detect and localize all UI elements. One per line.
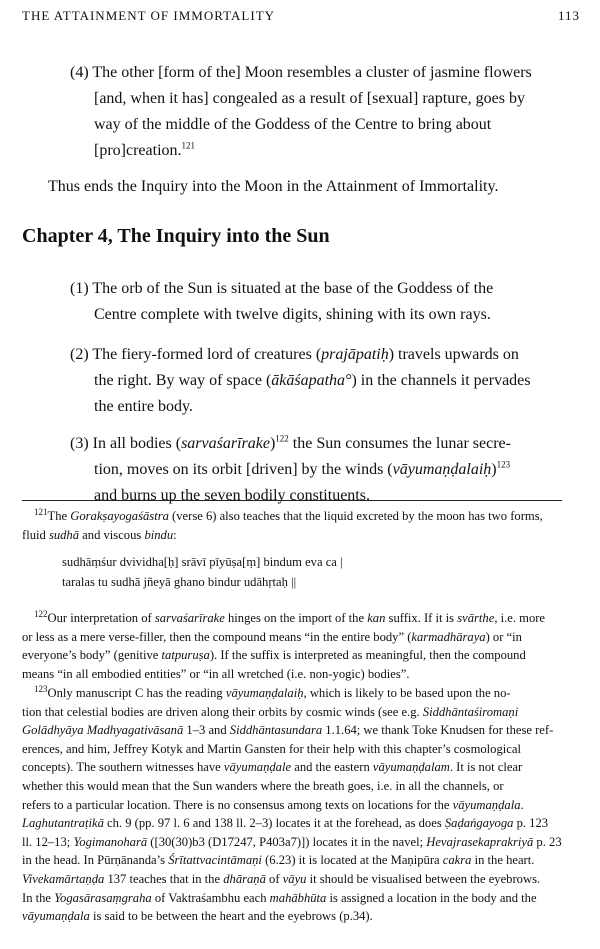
text-line: vāyumaṇḍala is said to be between the heart and the eyebrows (p.34). (22, 909, 373, 924)
text-line: (2) The fiery-formed lord of creatures (prajāpatiḥ) travels upwards on (70, 346, 519, 363)
chapter-heading: Chapter 4, The Inquiry into the Sun (22, 225, 330, 247)
text-line: ll. 12–13; Yogimanoharā ([30(30)b3 (D17247, P403a7)]) locates it in the navel; Hevajrasekaprakriyā p. 23 (22, 834, 562, 849)
text-line: $^{122}$Our interpretation of sarvaśarīrake hinges on the import of the kan suffix. If it is svārthe, i.e. more (34, 608, 546, 625)
text-line: Laghutantraṭikā ch. 9 (pp. 97 l. 6 and 138 ll. 2–3) locates it at the forehead, as does Ṣaḍaṅgayoga p. 123 (22, 816, 549, 831)
sun-verse-1 (70, 276, 548, 328)
footnote-ref[interactable]: 122 (275, 433, 289, 444)
text-line: everyone’s body” (genitive tatpuruṣa). If the suffix is interpreted as meaningful, then the compound (22, 648, 526, 663)
text-line: the entire body. (94, 398, 193, 415)
text-line: Vivekamārtaṇḍa 137 teaches that in the dhāraṇā of vāyu it should be visualised between the eyebrows. (22, 871, 541, 886)
text-line: in the head. In Pūrṇānanda’s Śrītattvacintāmaṇi (6.23) it is located at the Maṇipūra cakra in the heart. (22, 853, 535, 868)
text-line: (1) The orb of the Sun is situated at the base of the Goddess of the (70, 280, 494, 297)
running-title: THE ATTAINMENT OF IMMORTALITY (22, 8, 276, 23)
sanskrit-verse (62, 552, 343, 592)
text-line: Centre complete with twelve digits, shining with its own rays. (94, 306, 491, 323)
footnote-123 (22, 684, 578, 926)
text-line: [pro]creation.$^{121}$ (94, 140, 196, 159)
text-line: or less as a mere verse-filler, then the compound means “in the entire body” (karmadhāraya) or “in (22, 629, 522, 644)
text-line: fluid sudhā and viscous bindu: (22, 527, 177, 542)
text-line: $^{121}$The Gorakṣayogaśāstra (verse 6) also teaches that the liquid excreted by the moon has two forms, (34, 506, 543, 523)
text-line: refers to a particular location. There is no consensus among texts on locations for the vāyumaṇḍala. (22, 797, 524, 812)
footnote-ref[interactable]: 123 (496, 459, 511, 470)
sanskrit-line: sudhāṃśur dvividha[ḥ] srāvī pīyūṣa[ṃ] bindum eva ca | (62, 555, 343, 569)
sanskrit-line: taralas tu sudhā jñeyā ghano bindur udāhṛtaḥ || (62, 575, 297, 589)
text-line: (3) In all bodies (sarvaśarīrake)$^{122}$ the Sun consumes the lunar secre- (70, 433, 511, 452)
page-number: 113 (557, 8, 580, 23)
footnote-ref[interactable]: 121 (181, 140, 196, 151)
text-line: means “in all embodied entities” or “in all wretched (i.e. non-yogic) bodies”. (22, 666, 410, 681)
text-line: the right. By way of space (ākāśapatha°) in the channels it pervades (94, 372, 531, 389)
text-line: concepts). The southern witnesses have vāyumaṇḍale and the eastern vāyumaṇḍalam. It is not clear (22, 760, 523, 775)
sun-verse-3 (70, 431, 548, 509)
text-line: tion that celestial bodies are driven along their orbits by cosmic winds (see e.g. Siddhāntaśiromaṇi (22, 704, 519, 719)
text-line: [and, when it has] congealed as a result of [sexual] rapture, goes by (94, 90, 525, 107)
text-line: In the Yogasārasaṃgraha of Vaktraśambhu each mahābhūta is assigned a location in the body and the (22, 890, 537, 905)
moon-verse-4 (70, 60, 548, 164)
footnote-122 (22, 609, 578, 683)
footnote-121 (22, 507, 578, 544)
text-line: way of the middle of the Goddess of the Centre to bring about (94, 116, 492, 133)
text-line: Golādhyāya Madhyagativāsanā 1–3 and Siddhāntasundara 1.1.64; we thank Toke Knudsen for these ref- (22, 723, 554, 738)
sun-verse-2 (70, 342, 548, 420)
text-line: $^{123}$Only manuscript C has the reading vāyumaṇḍalaiḥ, which is likely to be based upon the no- (34, 683, 511, 700)
running-header (22, 8, 580, 28)
text-line: whether this would mean that the Sun wanders where the breath goes, i.e. in all the channels, or (22, 778, 504, 793)
footnote-divider (22, 500, 562, 501)
text-line: tion, moves on its orbit [driven] by the winds (vāyumaṇḍalaiḥ)$^{123}$ (94, 459, 511, 478)
section-end-line: Thus ends the Inquiry into the Moon in the Attainment of Immortality. (48, 178, 499, 195)
text-line: erences, and him, Jeffrey Kotyk and Martin Gansten for their help with this chapter’s cosmological (22, 741, 521, 756)
text-line: and burns up the seven bodily constituents. (94, 487, 370, 504)
text-line: (4) The other [form of the] Moon resembles a cluster of jasmine flowers (70, 64, 532, 81)
